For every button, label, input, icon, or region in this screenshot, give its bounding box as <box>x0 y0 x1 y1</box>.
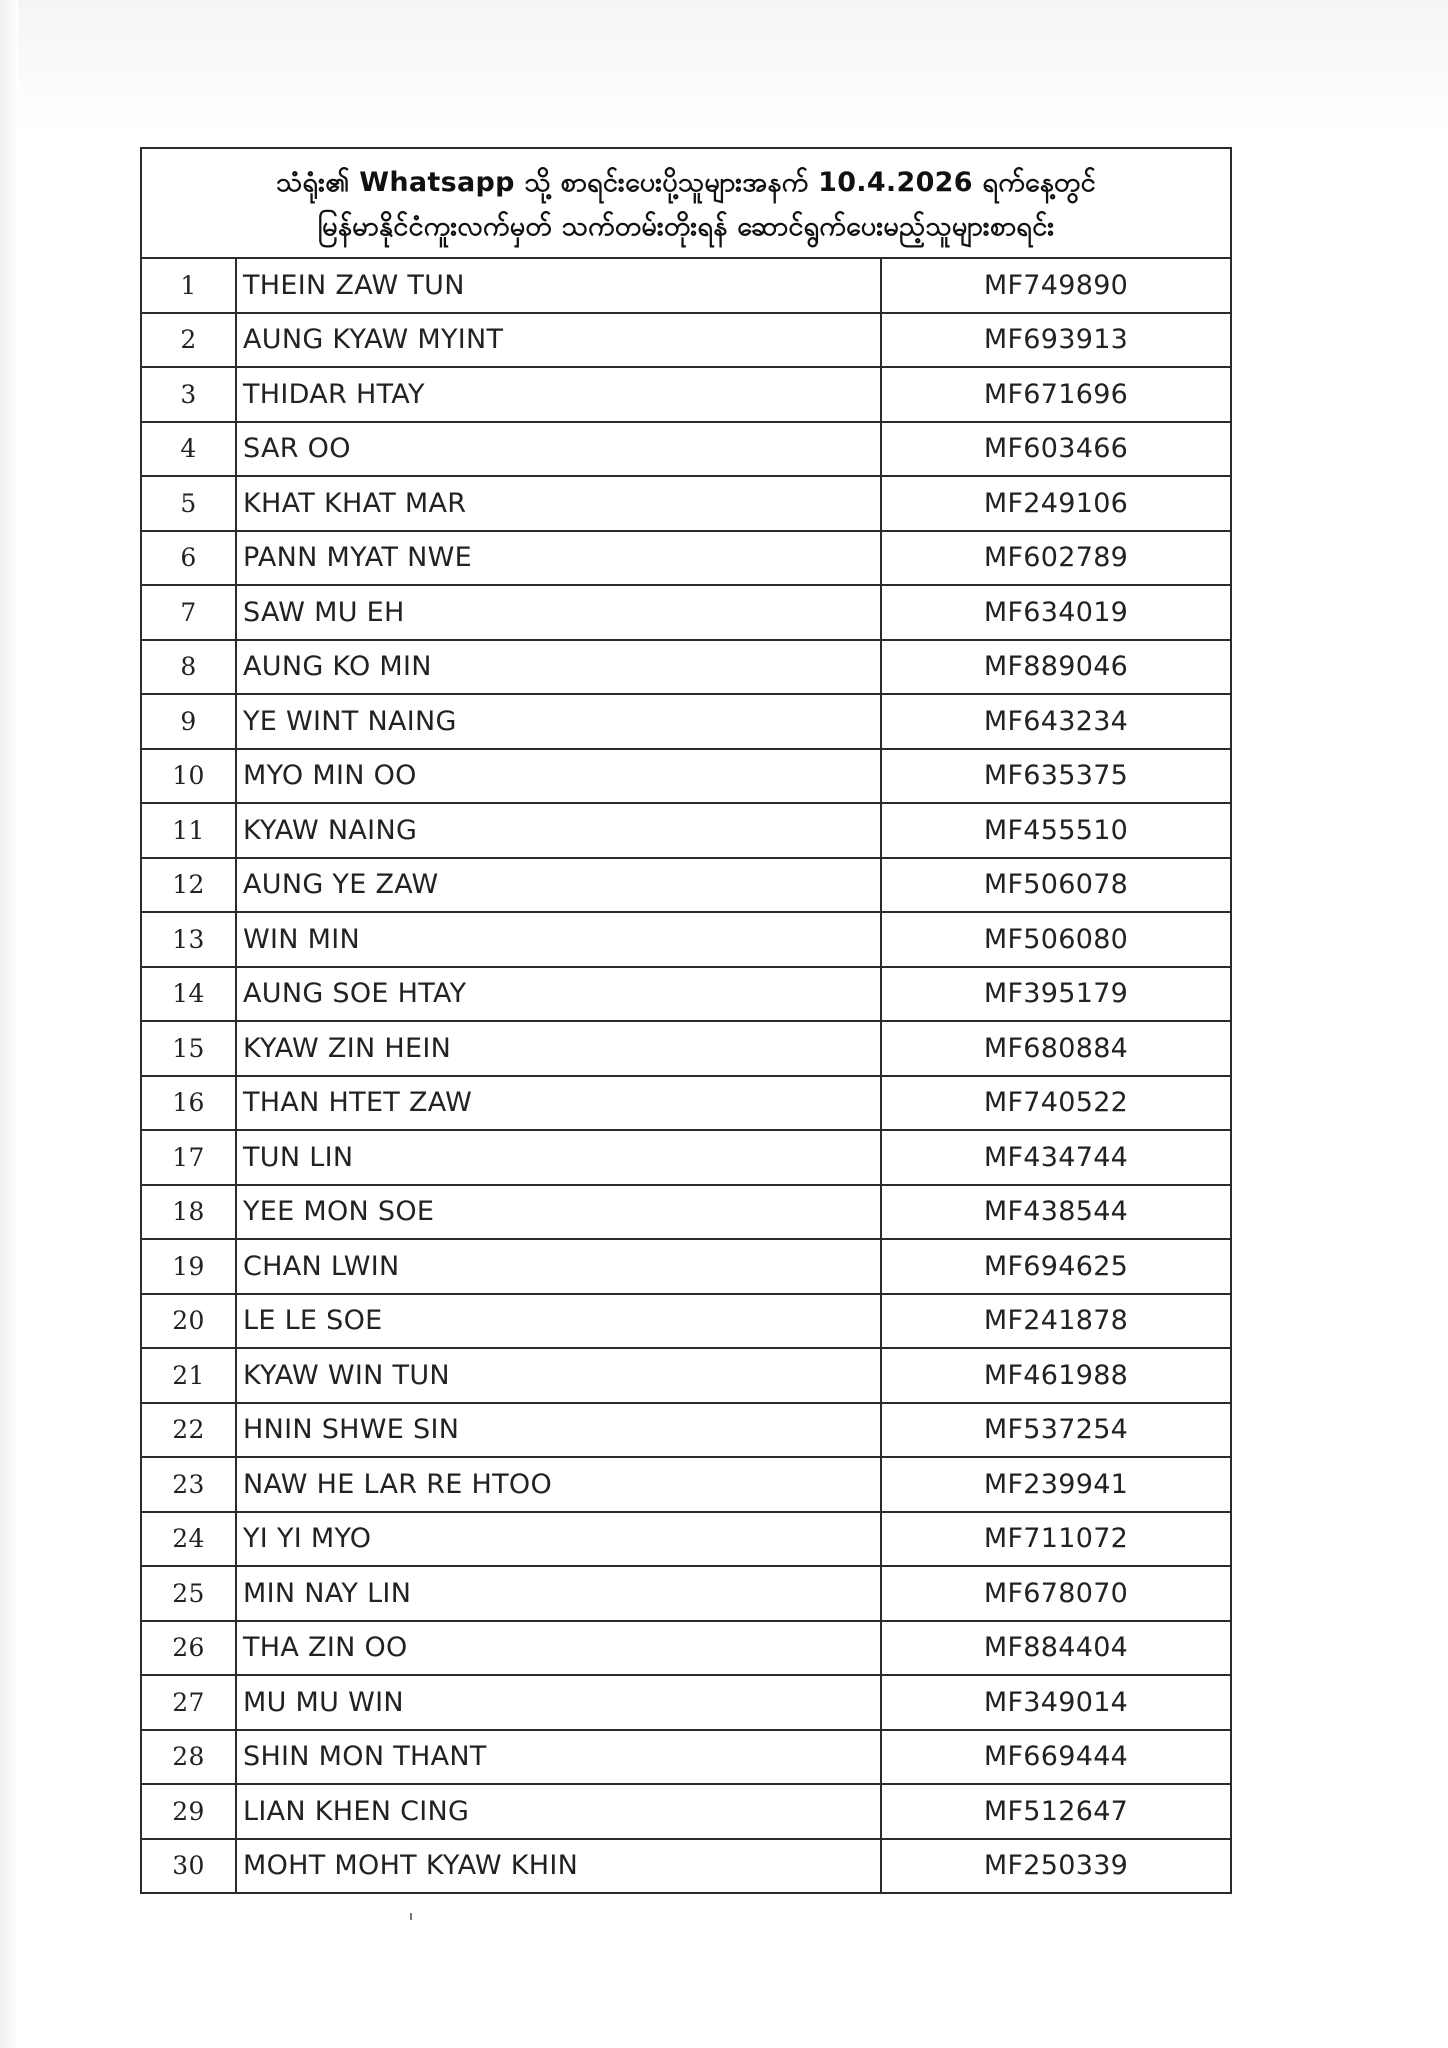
row-number: 27 <box>141 1675 236 1730</box>
person-name: THAN HTET ZAW <box>236 1076 881 1131</box>
person-name: AUNG YE ZAW <box>236 858 881 913</box>
table-row <box>141 1512 1231 1567</box>
passport-number: MF349014 <box>881 1675 1231 1730</box>
person-name: PANN MYAT NWE <box>236 531 881 586</box>
person-name: AUNG KYAW MYINT <box>236 313 881 368</box>
row-number: 26 <box>141 1621 236 1676</box>
person-name: CHAN LWIN <box>236 1239 881 1294</box>
person-name: NAW HE LAR RE HTOO <box>236 1457 881 1512</box>
person-name: SAR OO <box>236 422 881 477</box>
table-row <box>141 1839 1231 1894</box>
table-row <box>141 1621 1231 1676</box>
passport-number: MF512647 <box>881 1784 1231 1839</box>
person-name: SHIN MON THANT <box>236 1730 881 1785</box>
title-row <box>141 148 1231 258</box>
row-number: 3 <box>141 367 236 422</box>
person-name: THEIN ZAW TUN <box>236 258 881 313</box>
person-name: MOHT MOHT KYAW KHIN <box>236 1839 881 1894</box>
table-row <box>141 1784 1231 1839</box>
person-name: SAW MU EH <box>236 585 881 640</box>
person-name: KHAT KHAT MAR <box>236 476 881 531</box>
table-row <box>141 1076 1231 1131</box>
scan-top-shading <box>0 0 1448 130</box>
passport-number: MF884404 <box>881 1621 1231 1676</box>
passport-number: MF506078 <box>881 858 1231 913</box>
row-number: 6 <box>141 531 236 586</box>
table-row <box>141 694 1231 749</box>
row-number: 12 <box>141 858 236 913</box>
table-row <box>141 640 1231 695</box>
table-row <box>141 749 1231 804</box>
passport-number: MF635375 <box>881 749 1231 804</box>
person-name: TUN LIN <box>236 1130 881 1185</box>
person-name: THA ZIN OO <box>236 1621 881 1676</box>
table-row <box>141 1130 1231 1185</box>
row-number: 29 <box>141 1784 236 1839</box>
person-name: MU MU WIN <box>236 1675 881 1730</box>
table-row <box>141 858 1231 913</box>
person-name: LE LE SOE <box>236 1294 881 1349</box>
row-number: 22 <box>141 1403 236 1458</box>
passport-number: MF461988 <box>881 1348 1231 1403</box>
table-row <box>141 912 1231 967</box>
passport-number: MF239941 <box>881 1457 1231 1512</box>
document-title <box>141 148 1231 258</box>
row-number: 18 <box>141 1185 236 1240</box>
table-row <box>141 1294 1231 1349</box>
person-name: YI YI MYO <box>236 1512 881 1567</box>
table-row <box>141 476 1231 531</box>
row-number: 21 <box>141 1348 236 1403</box>
person-name: YE WINT NAING <box>236 694 881 749</box>
table-row <box>141 1730 1231 1785</box>
person-name: WIN MIN <box>236 912 881 967</box>
row-number: 7 <box>141 585 236 640</box>
table-body <box>141 148 1231 1893</box>
row-number: 11 <box>141 803 236 858</box>
passport-number: MF434744 <box>881 1130 1231 1185</box>
row-number: 13 <box>141 912 236 967</box>
passport-number: MF603466 <box>881 422 1231 477</box>
passport-number: MF671696 <box>881 367 1231 422</box>
table-row <box>141 1675 1231 1730</box>
table-row <box>141 367 1231 422</box>
row-number: 9 <box>141 694 236 749</box>
row-number: 5 <box>141 476 236 531</box>
row-number: 23 <box>141 1457 236 1512</box>
table-row <box>141 531 1231 586</box>
passport-number: MF643234 <box>881 694 1231 749</box>
row-number: 14 <box>141 967 236 1022</box>
table-row <box>141 1457 1231 1512</box>
scan-left-edge <box>0 0 18 2048</box>
passport-number: MF740522 <box>881 1076 1231 1131</box>
table-row <box>141 1021 1231 1076</box>
table-row <box>141 422 1231 477</box>
row-number: 16 <box>141 1076 236 1131</box>
row-number: 8 <box>141 640 236 695</box>
passport-number: MF749890 <box>881 258 1231 313</box>
row-number: 30 <box>141 1839 236 1894</box>
passport-number: MF680884 <box>881 1021 1231 1076</box>
passport-number: MF438544 <box>881 1185 1231 1240</box>
person-name: HNIN SHWE SIN <box>236 1403 881 1458</box>
row-number: 20 <box>141 1294 236 1349</box>
person-name: LIAN KHEN CING <box>236 1784 881 1839</box>
passport-number: MF506080 <box>881 912 1231 967</box>
row-number: 25 <box>141 1566 236 1621</box>
passport-number: MF693913 <box>881 313 1231 368</box>
person-name: KYAW ZIN HEIN <box>236 1021 881 1076</box>
row-number: 19 <box>141 1239 236 1294</box>
table-row <box>141 313 1231 368</box>
passport-number: MF250339 <box>881 1839 1231 1894</box>
title-line-2: မြန်မာနိုင်ငံကူးလက်မှတ် သက်တမ်းတိုးရန် ဆောင်ရွက်ပေးမည့်သူများစာရင်း <box>317 211 1055 242</box>
passport-number: MF249106 <box>881 476 1231 531</box>
row-number: 4 <box>141 422 236 477</box>
passport-renewal-list-table <box>140 147 1232 1894</box>
passport-number: MF678070 <box>881 1566 1231 1621</box>
person-name: MIN NAY LIN <box>236 1566 881 1621</box>
table-row <box>141 1566 1231 1621</box>
row-number: 24 <box>141 1512 236 1567</box>
person-name: MYO MIN OO <box>236 749 881 804</box>
table-row <box>141 258 1231 313</box>
table-row <box>141 585 1231 640</box>
person-name: AUNG SOE HTAY <box>236 967 881 1022</box>
row-number: 1 <box>141 258 236 313</box>
passport-number: MF602789 <box>881 531 1231 586</box>
person-name: THIDAR HTAY <box>236 367 881 422</box>
table-row <box>141 1348 1231 1403</box>
person-name: AUNG KO MIN <box>236 640 881 695</box>
passport-number: MF241878 <box>881 1294 1231 1349</box>
row-number: 17 <box>141 1130 236 1185</box>
title-line-1: သံရုံး၏ Whatsapp သို့ စာရင်းပေးပို့သူများအနက် 10.4.2026 ရက်နေ့တွင် <box>276 167 1096 198</box>
table-row <box>141 1185 1231 1240</box>
table-row <box>141 1403 1231 1458</box>
table-row <box>141 1239 1231 1294</box>
passport-number: MF395179 <box>881 967 1231 1022</box>
passport-number: MF634019 <box>881 585 1231 640</box>
row-number: 15 <box>141 1021 236 1076</box>
row-number: 2 <box>141 313 236 368</box>
person-name: YEE MON SOE <box>236 1185 881 1240</box>
passport-number: MF889046 <box>881 640 1231 695</box>
person-name: KYAW WIN TUN <box>236 1348 881 1403</box>
person-name: KYAW NAING <box>236 803 881 858</box>
scan-speck <box>410 1913 412 1920</box>
table-row <box>141 967 1231 1022</box>
passport-number: MF694625 <box>881 1239 1231 1294</box>
passport-number: MF537254 <box>881 1403 1231 1458</box>
row-number: 28 <box>141 1730 236 1785</box>
passport-number: MF669444 <box>881 1730 1231 1785</box>
passport-number: MF455510 <box>881 803 1231 858</box>
row-number: 10 <box>141 749 236 804</box>
passport-number: MF711072 <box>881 1512 1231 1567</box>
table-row <box>141 803 1231 858</box>
